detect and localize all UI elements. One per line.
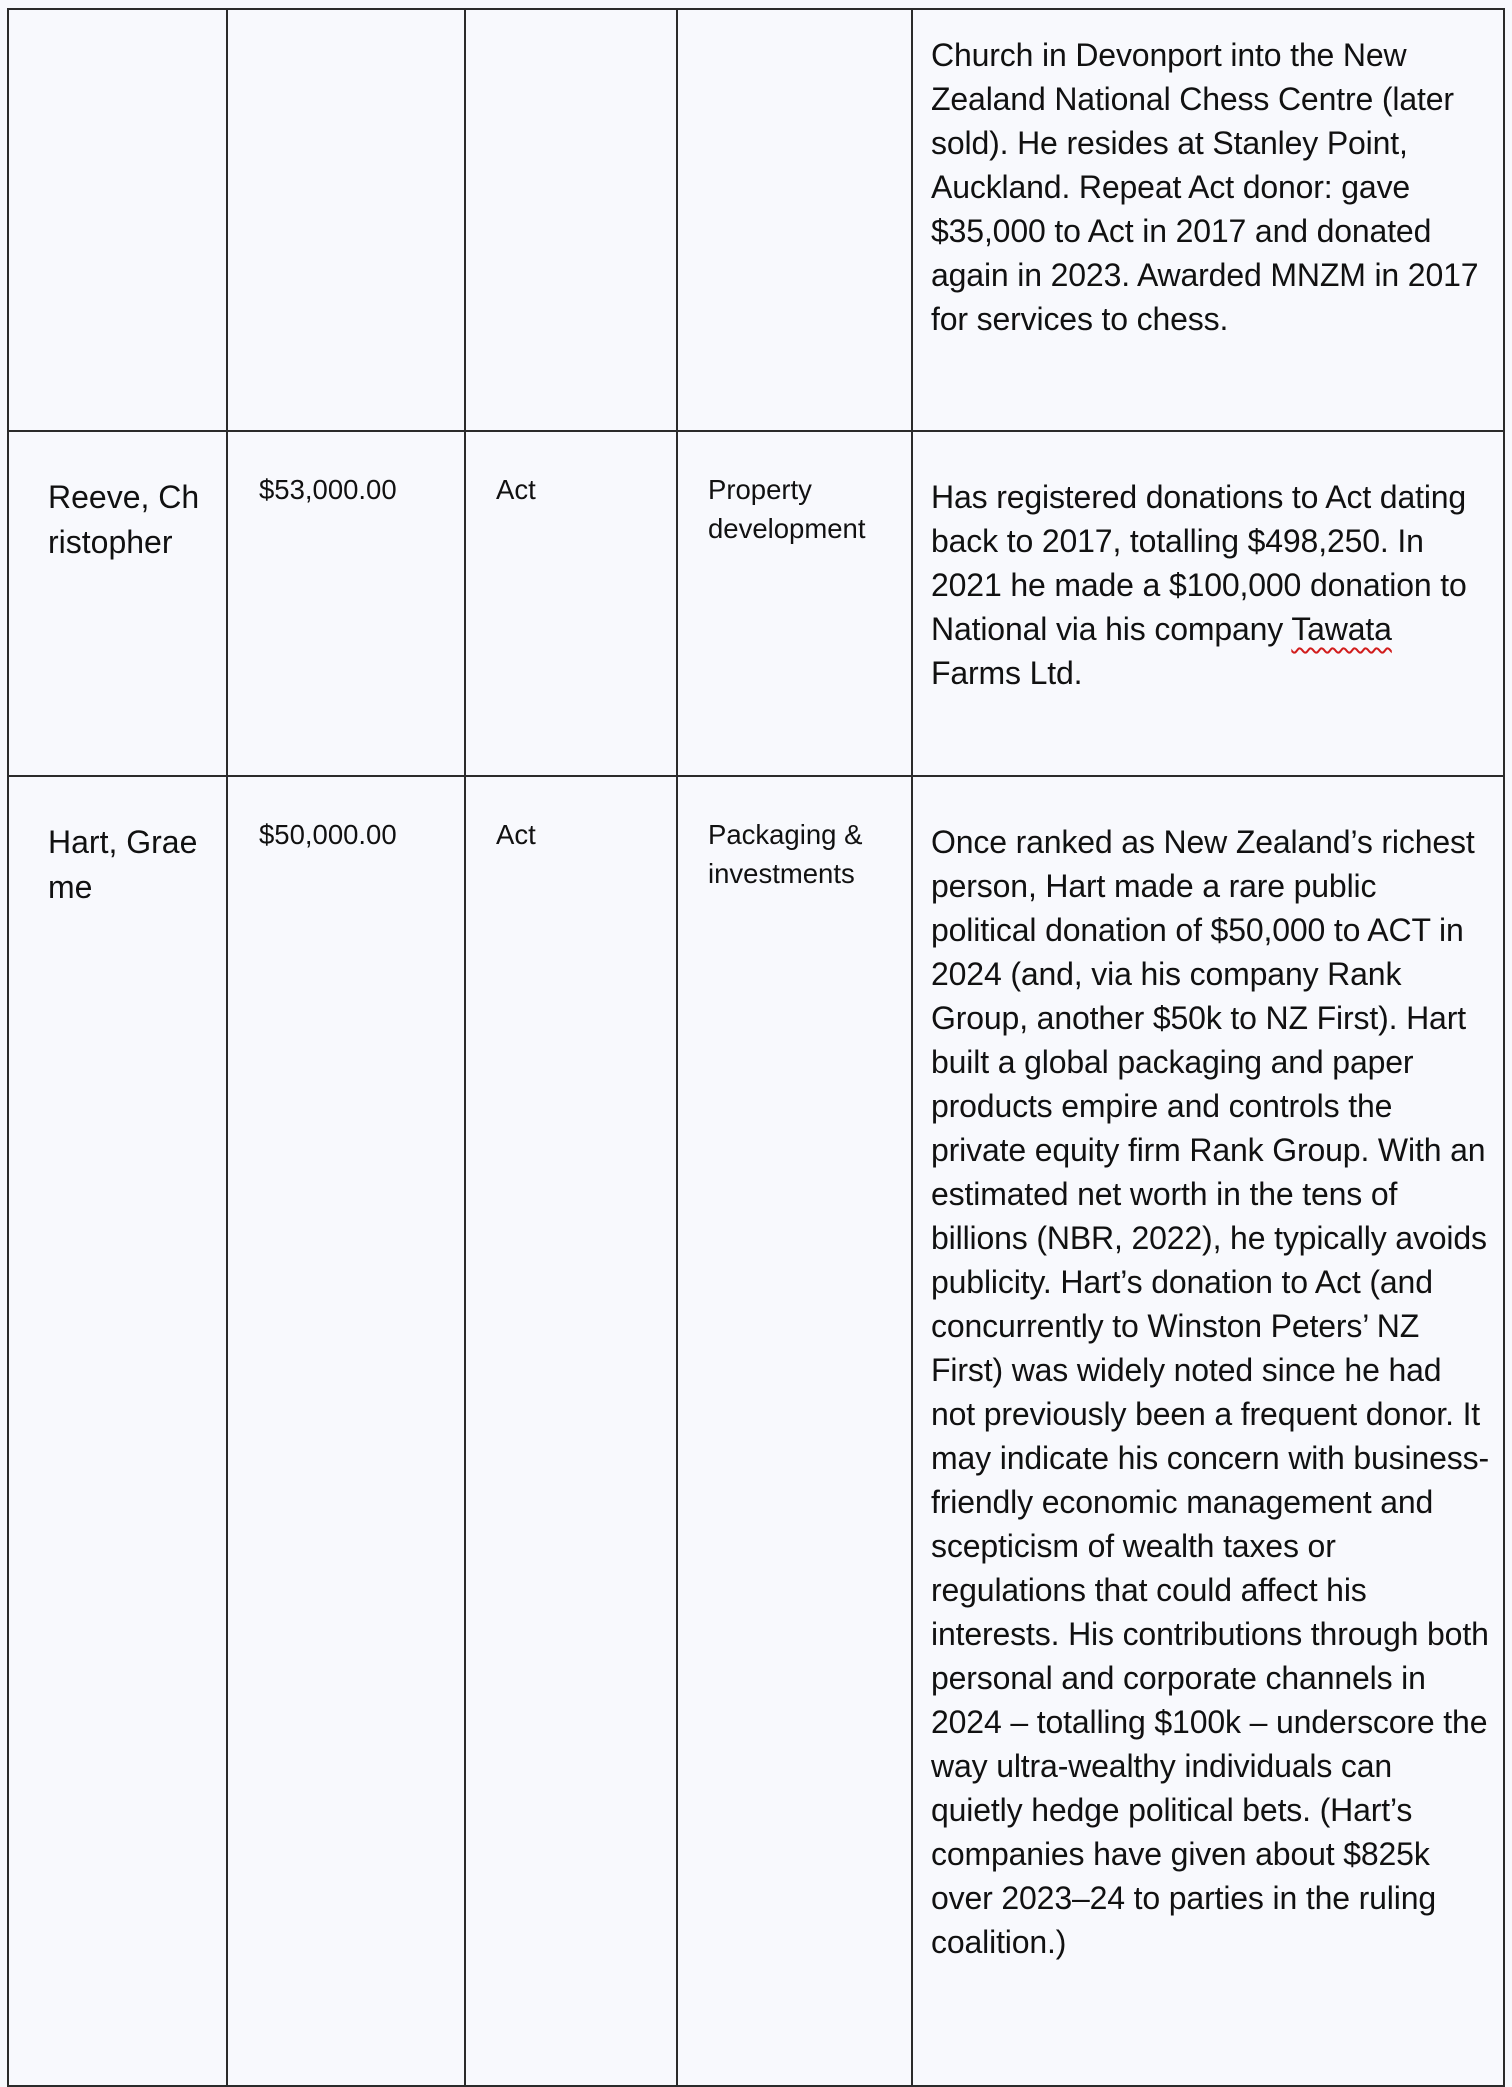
sector-cell	[677, 9, 912, 431]
donation-amount-cell	[227, 9, 465, 431]
sector-cell: Property development	[677, 431, 912, 776]
table-row	[8, 431, 1504, 776]
donor-name-cell	[8, 9, 227, 431]
notes-cell: Once ranked as New Zealand’s richest person, Hart made a rare public political donation of $50,000 to ACT in 2024 (and, via his company Rank Group, another $50k to NZ First). Hart built a global packaging and paper products empire and controls the private equity firm Rank Group. With an estimated net worth in the tens of billions (NBR, 2022), he typically avoids publicity. Hart’s donation to Act (and concurrently to Winston Peters’ NZ First) was widely noted since he had not previously been a frequent donor. It may indicate his concern with business-friendly economic management and scepticism of wealth taxes or regulations that could affect his interests. His contributions through both personal and corporate channels in 2024 – totalling $100k – underscore the way ultra-wealthy individuals can quietly hedge political bets. (Hart’s companies have given about $825k over 2023–24 to parties in the ruling coalition.)	[912, 776, 1504, 2086]
donor-name-cell: Hart, Graeme	[8, 776, 227, 2086]
sector-cell: Packaging & investments	[677, 776, 912, 2086]
notes-cell: Church in Devonport into the New Zealand National Chess Centre (later sold). He resides at Stanley Point, Auckland. Repeat Act donor: gave $35,000 to Act in 2017 and donated again in 2023. Awarded MNZM in 2017 for services to chess.	[912, 9, 1504, 431]
table-row	[8, 9, 1504, 431]
party-cell: Act	[465, 776, 677, 2086]
spellcheck-flagged-word[interactable]: Tawata	[1291, 611, 1392, 647]
notes-text: Has registered donations to Act dating back to 2017, totalling $498,250. In 2021 he made a $100,000 donation to National via his company	[931, 479, 1467, 647]
donation-amount-cell: $53,000.00	[227, 431, 465, 776]
donor-table	[7, 8, 1505, 2087]
notes-cell	[912, 431, 1504, 776]
donation-amount-cell: $50,000.00	[227, 776, 465, 2086]
party-cell	[465, 9, 677, 431]
donor-name-cell: Reeve, Christopher	[8, 431, 227, 776]
notes-text: Farms Ltd.	[931, 655, 1083, 691]
party-cell: Act	[465, 431, 677, 776]
table-row	[8, 776, 1504, 2086]
